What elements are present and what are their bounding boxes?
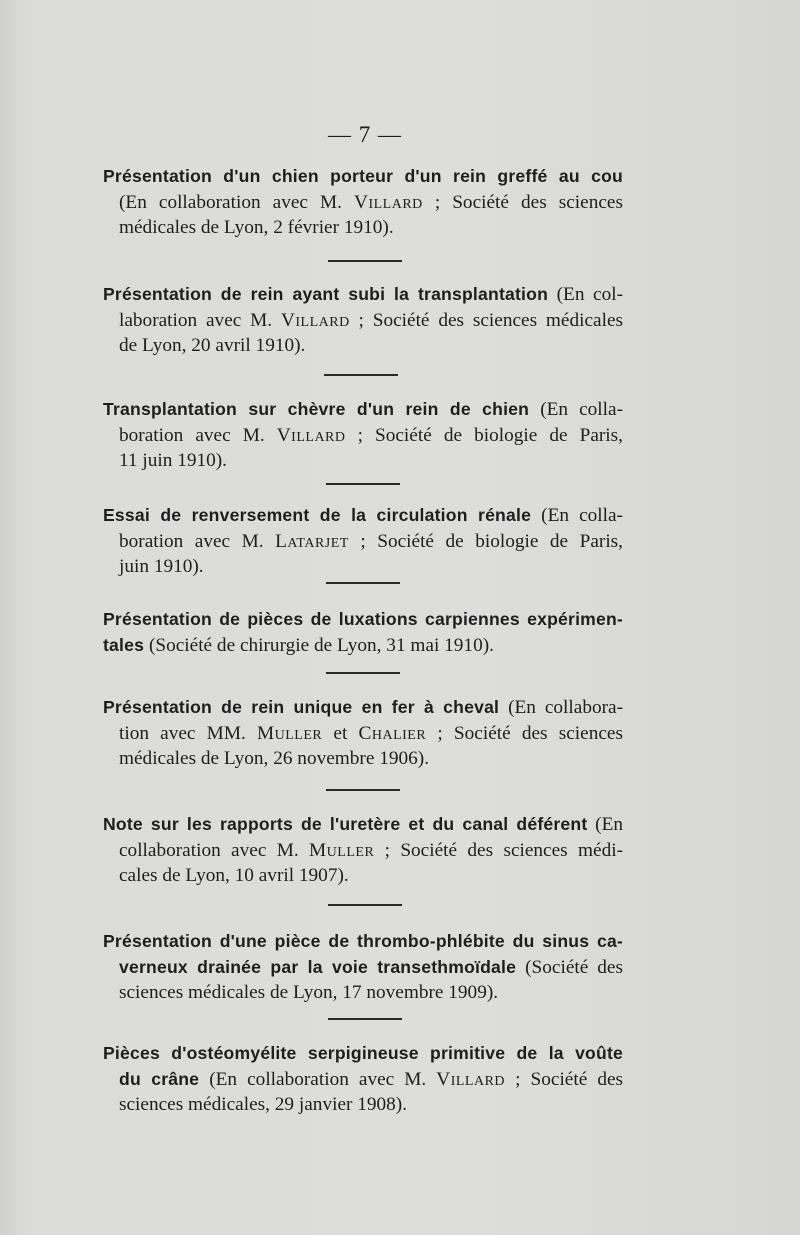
- entry-title: Pièces d'ostéomyélite serpigineuse primitive de la voûte: [103, 1043, 623, 1063]
- entry-title-line: [103, 164, 623, 190]
- entry-title: Présentation de pièces de luxations carpiennes expérimen-: [103, 609, 623, 629]
- entry-detail-line: laboration avec M. Villard ; Société des sciences médicales: [119, 309, 624, 331]
- separator-rule: [328, 260, 402, 262]
- entry-detail-line: cales de Lyon, 10 avril 1907).: [119, 865, 349, 886]
- entry-title-line: verneux drainée par la voie transethmoïdale (Société des: [119, 956, 623, 978]
- entry-title-line: Essai de renversement de la circulation rénale (En colla-: [103, 505, 623, 526]
- entry-detail-line: boration avec M. Villard ; Société de biologie de Paris,: [119, 424, 623, 446]
- entry-detail-line: médicales de Lyon, 2 février 1910).: [119, 217, 394, 238]
- author-name: Muller: [256, 722, 323, 744]
- entry-title: Transplantation sur chèvre d'un rein de chien: [103, 399, 530, 419]
- author-name: Muller: [309, 839, 375, 861]
- author-name: Villard: [354, 191, 423, 213]
- bibliography-entry: [103, 282, 623, 359]
- separator-rule: [328, 1018, 402, 1020]
- entry-title-cont: du crâne: [119, 1068, 200, 1089]
- entry-title-cont: tales: [103, 634, 145, 655]
- entry-detail-line: boration avec M. Latarjet ; Société de biologie de Paris,: [119, 530, 623, 552]
- separator-rule: [328, 904, 402, 906]
- bibliography-entry: [103, 929, 623, 1006]
- entry-detail-line: sciences médicales de Lyon, 17 novembre 1909).: [119, 982, 499, 1003]
- author-name: Latarjet: [275, 530, 349, 552]
- separator-rule: [326, 483, 400, 485]
- bibliography-entry: [103, 503, 623, 580]
- author-name: Villard: [280, 309, 350, 331]
- bibliography-entry: [103, 164, 623, 241]
- entry-title-line: [103, 1041, 623, 1067]
- entry-detail-line: de Lyon, 20 avril 1910).: [119, 335, 306, 356]
- separator-rule: [326, 672, 400, 674]
- entry-title-line: tales (Société de chirurgie de Lyon, 31 mai 1910).: [103, 634, 494, 656]
- entry-title-line: Transplantation sur chèvre d'un rein de chien (En colla-: [103, 399, 623, 420]
- entry-title-cont: verneux drainée par la voie transethmoïdale: [119, 956, 517, 977]
- page-number: — 7 —: [328, 122, 402, 147]
- entry-detail-line: médicales de Lyon, 26 novembre 1906).: [119, 748, 430, 769]
- entry-title: Présentation de rein unique en fer à cheval: [103, 697, 500, 717]
- separator-rule: [326, 582, 400, 584]
- author-name: Villard: [276, 424, 346, 446]
- entry-detail-line: sciences médicales, 29 janvier 1908).: [119, 1094, 408, 1115]
- author-name: Chalier: [358, 722, 427, 744]
- entry-title: Présentation d'une pièce de thrombo-phlébite du sinus ca-: [103, 931, 623, 951]
- entry-detail-line: 11 juin 1910).: [119, 450, 228, 471]
- separator-rule: [324, 374, 398, 376]
- bibliography-entry: [103, 607, 623, 658]
- bibliography-entry: [103, 397, 623, 474]
- entry-title-line: [103, 607, 623, 633]
- entry-title-line: Présentation de rein ayant subi la transplantation (En col-: [103, 284, 624, 305]
- entry-title: Présentation d'un chien porteur d'un rein greffé au cou: [103, 166, 623, 186]
- entry-title-line: [103, 929, 623, 955]
- entry-title: Note sur les rapports de l'uretère et du canal déférent: [103, 814, 588, 834]
- author-name: Villard: [436, 1068, 506, 1090]
- entry-detail-line: (En collaboration avec M. Villard ; Société des sciences: [119, 191, 623, 213]
- separator-rule: [326, 789, 400, 791]
- bibliography-entry: [103, 812, 623, 889]
- bibliography-entry: [103, 1041, 623, 1118]
- entry-title: Présentation de rein ayant subi la transplantation: [103, 284, 549, 304]
- bibliography-entry: [103, 695, 623, 772]
- entry-detail-line: tion avec MM. Muller et Chalier ; Société des sciences: [119, 722, 623, 744]
- entry-title-line: Présentation de rein unique en fer à cheval (En collabora-: [103, 697, 624, 718]
- entry-title: Essai de renversement de la circulation rénale: [103, 505, 532, 525]
- entry-title-line: Note sur les rapports de l'uretère et du canal déférent (En: [103, 814, 623, 835]
- entry-detail-line: collaboration avec M. Muller ; Société des sciences médi-: [119, 839, 623, 861]
- entry-detail-line: juin 1910).: [119, 556, 204, 577]
- entry-title-line: du crâne (En collaboration avec M. Villard ; Société des: [119, 1068, 624, 1090]
